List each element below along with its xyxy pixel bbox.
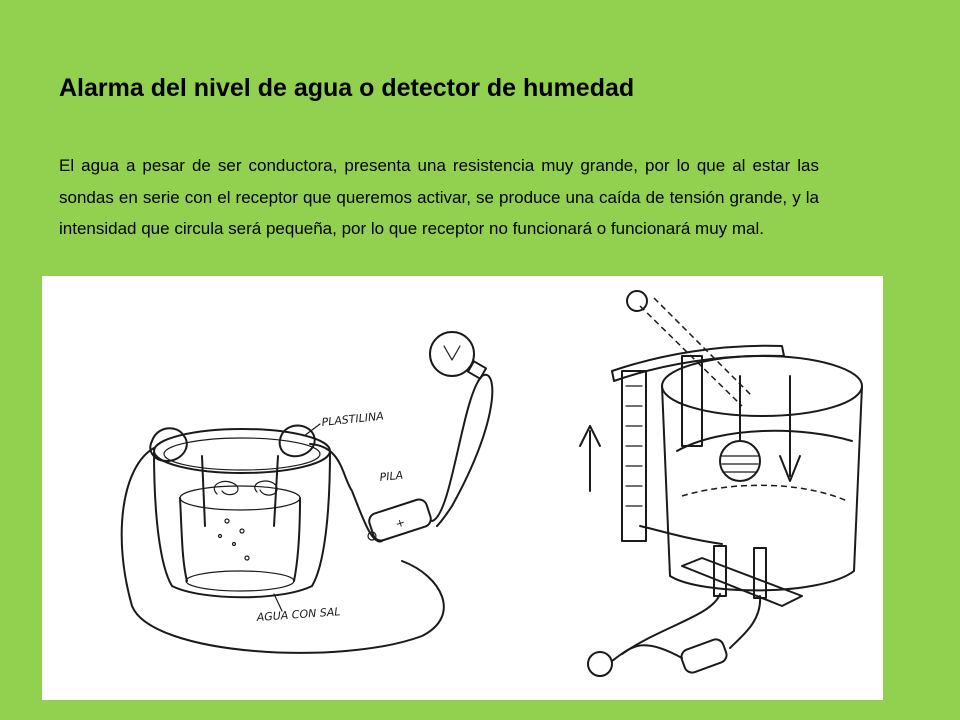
label-plastilina: PLASTILINA [320,409,385,429]
circuit-illustration [42,276,883,700]
slide-title: Alarma del nivel de agua o detector de humedad [59,74,635,102]
jar-circuit-drawing [122,332,493,653]
label-pila: PILA [378,468,404,484]
circuit-drawing [42,276,883,700]
label-agua: AGUA CON SAL [256,605,341,624]
slide-paragraph: El agua a pesar de ser conductora, presenta una resistencia muy grande, por lo que al estar las sondas en serie con el receptor que queremos activar, se produce una caída de tensión grande, y la intensidad que circula será pequeña, por lo que receptor no funcionará o funcionará muy mal. [59,156,819,238]
float-mechanism-drawing [580,291,862,676]
svg-text:+: + [393,515,407,531]
